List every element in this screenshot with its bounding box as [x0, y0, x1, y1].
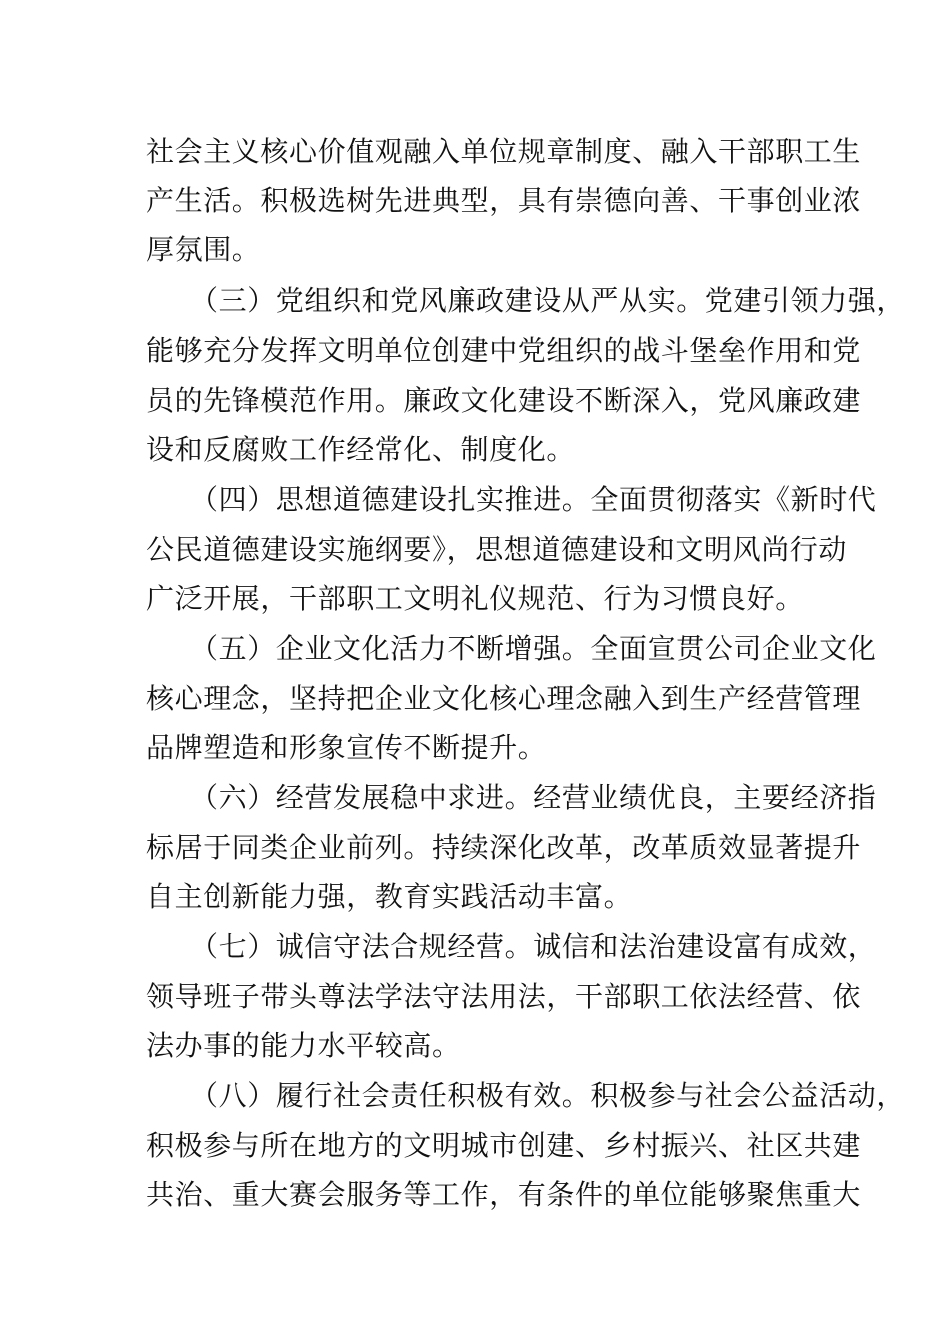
text-line: （五）企业文化活力不断增强。全面宣贯公司企业文化: [190, 632, 877, 665]
text-line: 员的先锋模范作用。廉政文化建设不断深入，党风廉政建: [146, 384, 862, 417]
text-line: （四）思想道德建设扎实推进。全面贯彻落实《新时代: [190, 483, 877, 516]
text-line: （三）党组织和党风廉政建设从严从实。党建引领力强，: [190, 284, 906, 317]
text-line: 核心理念，坚持把企业文化核心理念融入到生产经营管理: [146, 682, 862, 715]
text-line: 产生活。积极选树先进典型，具有崇德向善、干事创业浓: [146, 184, 862, 217]
text-line: 公民道德建设实施纲要》，思想道德建设和文明风尚行动: [146, 533, 848, 566]
text-line: 法办事的能力水平较高。: [146, 1029, 461, 1062]
text-line: 标居于同类企业前列。持续深化改革，改革质效显著提升: [146, 831, 862, 864]
text-line: 共治、重大赛会服务等工作，有条件的单位能够聚焦重大: [146, 1178, 862, 1211]
text-line: 广泛开展，干部职工文明礼仪规范、行为习惯良好。: [146, 582, 804, 615]
text-line: 设和反腐败工作经常化、制度化。: [146, 433, 576, 466]
text-line: 领导班子带头尊法学法守法用法，干部职工依法经营、依: [146, 980, 862, 1013]
text-line: （六）经营发展稳中求进。经营业绩优良，主要经济指: [190, 781, 877, 814]
text-line: （七）诚信守法合规经营。诚信和法治建设富有成效，: [190, 930, 877, 963]
text-line: 自主创新能力强，教育实践活动丰富。: [146, 880, 633, 913]
text-line: 积极参与所在地方的文明城市创建、乡村振兴、社区共建: [146, 1129, 862, 1162]
text-line: 社会主义核心价值观融入单位规章制度、融入干部职工生: [146, 135, 862, 168]
text-line: （八）履行社会责任积极有效。积极参与社会公益活动，: [190, 1079, 906, 1112]
text-line: 厚氛围。: [146, 233, 261, 266]
text-line: 能够充分发挥文明单位创建中党组织的战斗堡垒作用和党: [146, 334, 862, 367]
text-line: 品牌塑造和形象宣传不断提升。: [146, 731, 547, 764]
